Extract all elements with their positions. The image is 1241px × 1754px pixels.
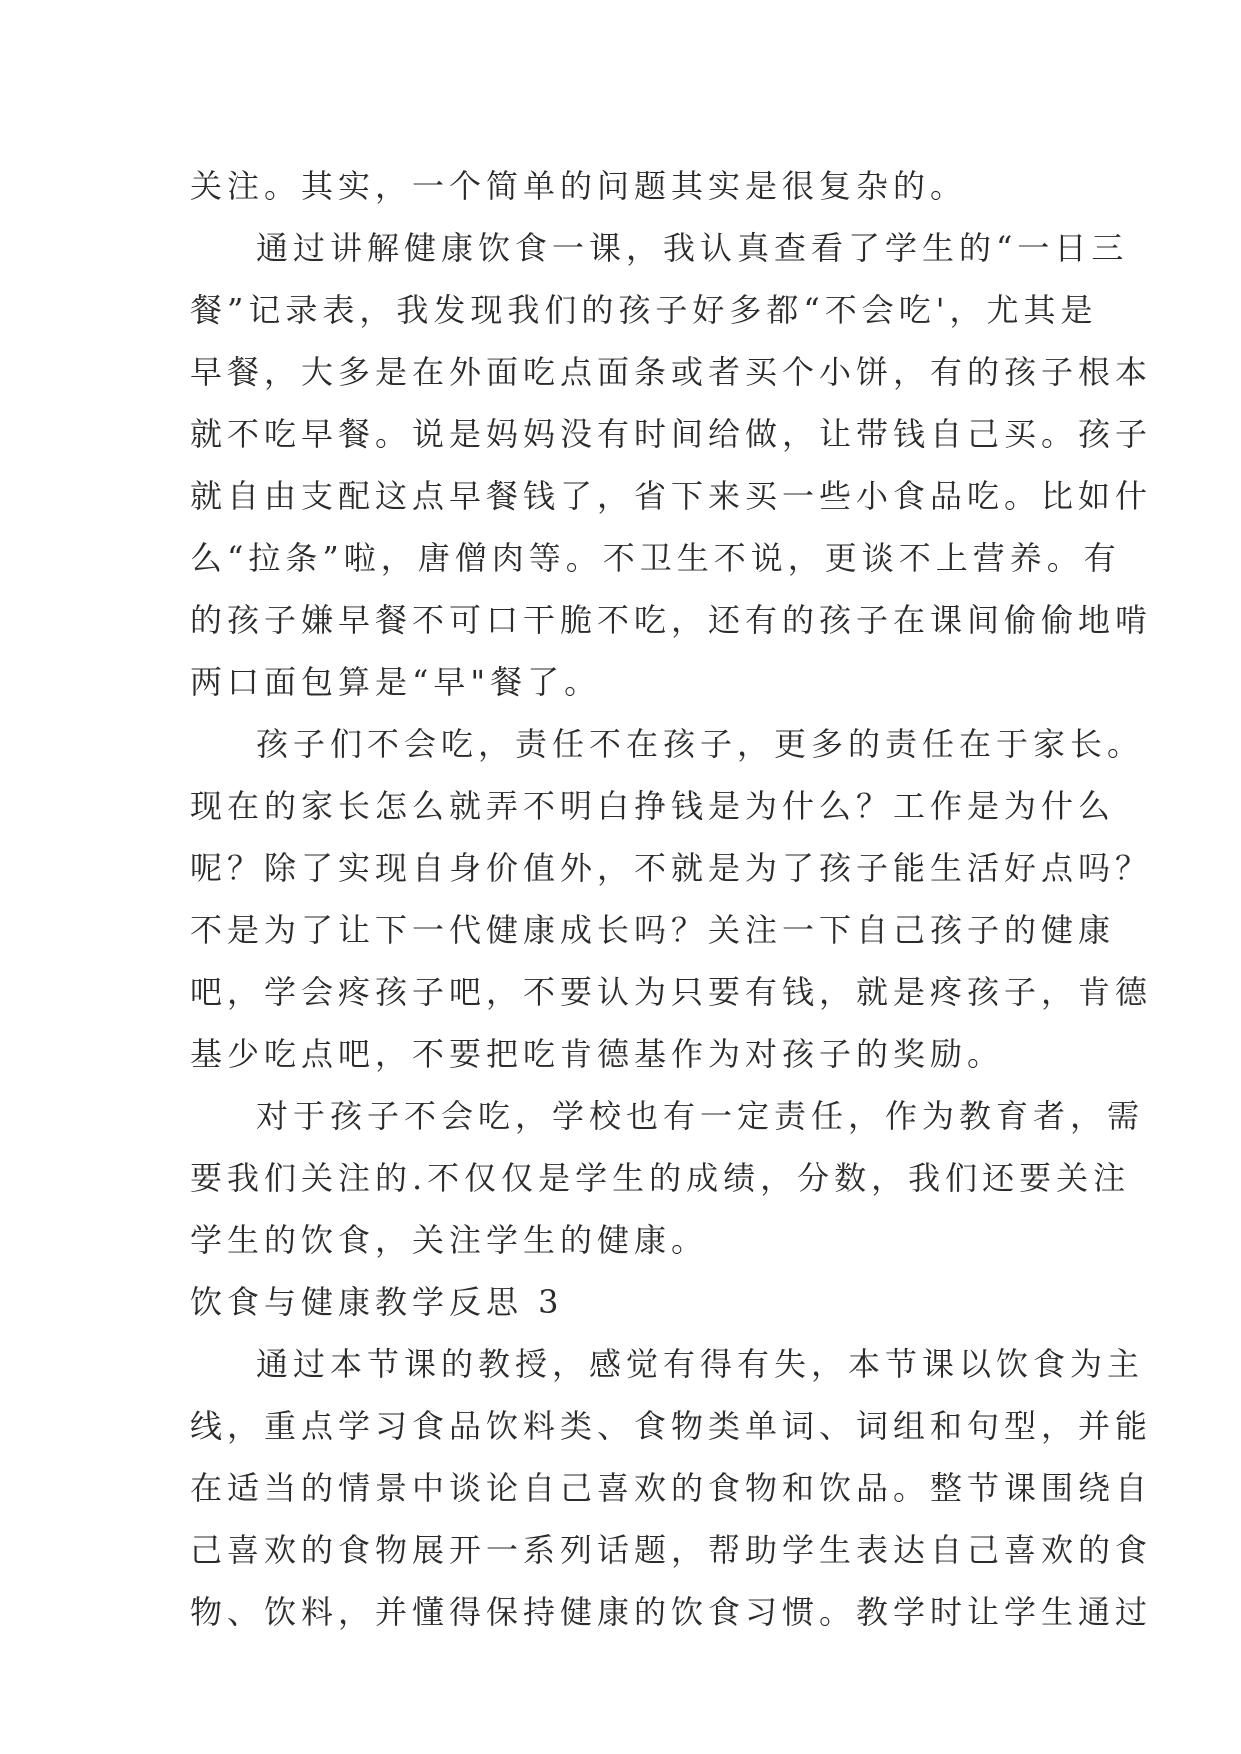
text-line: 己喜欢的食物展开一系列话题，帮助学生表达自己喜欢的食 — [190, 1531, 1153, 1569]
text-line: 物、饮料，并懂得保持健康的饮食习惯。教学时让学生通过 — [190, 1593, 1153, 1631]
text-line: 线，重点学习食品饮料类、食物类单词、词组和句型，并能 — [190, 1407, 1153, 1445]
text-line: 基少吃点吧，不要把吃肯德基作为对孩子的奖励。 — [190, 1035, 1005, 1073]
paragraph-first-line: 孩子们不会吃，责任不在孩子，更多的责任在于家长。 — [256, 725, 1145, 763]
text-line: 早餐，大多是在外面吃点面条或者买个小饼，有的孩子根本 — [190, 353, 1153, 391]
text-line: 的孩子嫌早餐不可口干脆不吃，还有的孩子在课间偷偷地啃 — [190, 601, 1153, 639]
text-line: 饮食与健康教学反思 3 — [190, 1283, 564, 1321]
text-line: 在适当的情景中谈论自己喜欢的食物和饮品。整节课围绕自 — [190, 1469, 1153, 1507]
document-body — [190, 155, 1153, 1643]
text-line: 吧，学会疼孩子吧，不要认为只要有钱，就是疼孩子，肯德 — [190, 973, 1153, 1011]
text-line: 呢？除了实现自身价值外，不就是为了孩子能生活好点吗？ — [190, 849, 1153, 887]
text-line: 要我们关注的.不仅仅是学生的成绩，分数，我们还要关注 — [190, 1159, 1131, 1197]
text-line: 餐”记录表，我发现我们的孩子好多都“不会吃'，尤其是 — [190, 291, 1098, 329]
text-line: 就自由支配这点早餐钱了，省下来买一些小食品吃。比如什 — [190, 477, 1153, 515]
text-line: 关注。其实，一个简单的问题其实是很复杂的。 — [190, 167, 968, 205]
paragraph-first-line: 对于孩子不会吃，学校也有一定责任，作为教育者，需 — [256, 1097, 1145, 1135]
text-line: 么“拉条”啦，唐僧肉等。不卫生不说，更谈不上营养。有 — [190, 539, 1121, 577]
paragraph-first-line: 通过讲解健康饮食一课，我认真查看了学生的“一日三 — [256, 229, 1129, 267]
text-line: 学生的饮食，关注学生的健康。 — [190, 1221, 709, 1259]
text-line: 两口面包算是“早"餐了。 — [190, 663, 602, 701]
text-line: 就不吃早餐。说是妈妈没有时间给做，让带钱自己买。孩子 — [190, 415, 1153, 453]
text-line: 现在的家长怎么就弄不明白挣钱是为什么？工作是为什么 — [190, 787, 1116, 825]
text-line: 不是为了让下一代健康成长吗？关注一下自己孩子的健康 — [190, 911, 1116, 949]
paragraph-first-line: 通过本节课的教授，感觉有得有失，本节课以饮食为主 — [256, 1345, 1145, 1383]
